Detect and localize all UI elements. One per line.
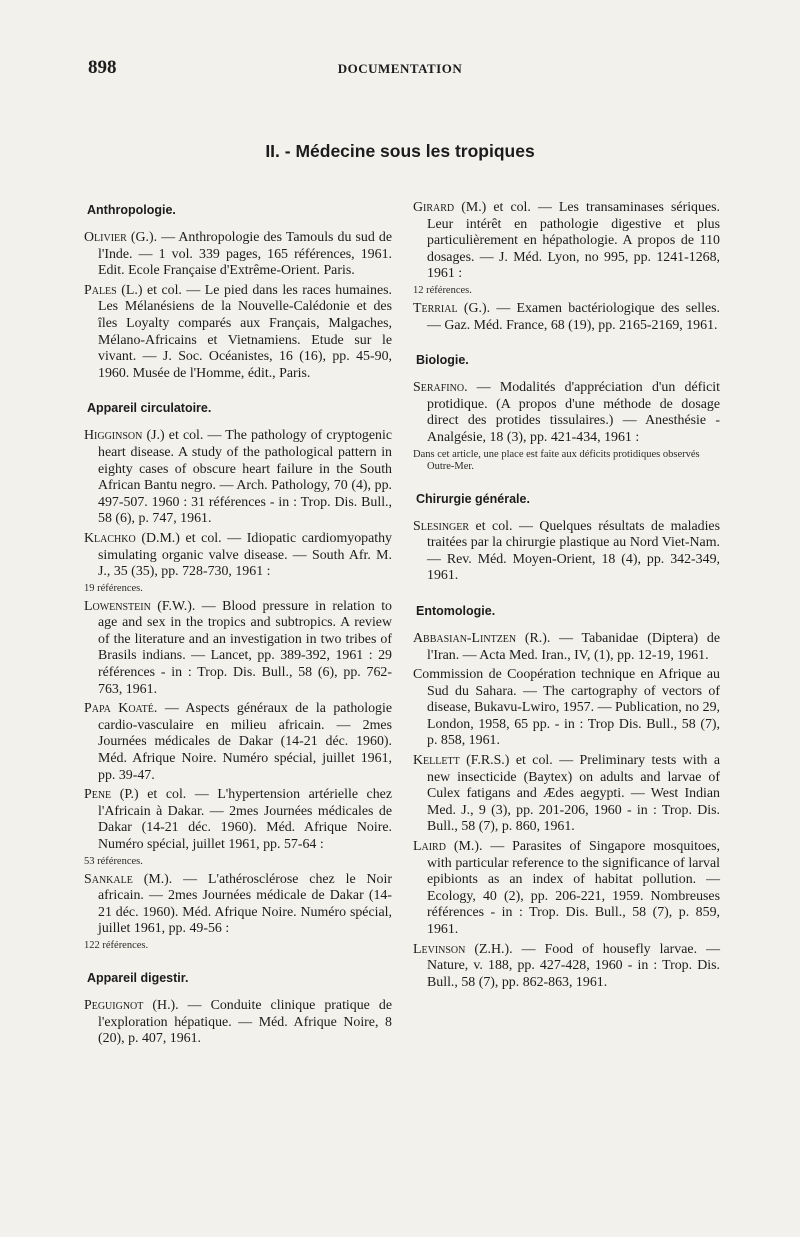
left-column: [84, 200, 392, 1051]
entry-author: Pales: [84, 282, 117, 298]
entry-text: et col. — Quelques résultats de maladies traitées par la chirurgie plastique au Nord Viet-Nam. — Rev. Méd. Moyen-Orient, 18 (4), pp. 342-349, 1961.: [427, 518, 720, 584]
entry-author: Terrial: [413, 300, 458, 316]
entry-text: (M.) et col. — Les transaminases sériques. Leur intérêt en pathologie digestive et plus particulièrement en hépathologie. A propos de 110 dosages. — J. Méd. Lyon, no 995, pp. 1241-1268, 1961 :: [427, 200, 720, 282]
entry-text: . — Modalités d'appréciation d'un déficit protidique. (A propos d'une méthode de dosage direct des protides tissulaires.) — Anesthésie - Analgésie, 18 (3), pp. 421-434, 1961 :: [427, 380, 720, 445]
section-heading: Appareil digestir.: [87, 970, 189, 985]
entry-text: Commission de Coopération technique en Afrique au Sud du Sahara. — The cartography of vectors of disease, Bukavu-Lwiro, 1957. — Publication, no 29, London, 1958, 65 pp. - in : Trop Dis. Bull., 58 (7), p. 858, 1961.: [413, 667, 720, 749]
bibliography-entry: [413, 753, 720, 836]
entry-text: (D.M.) et col. — Idiopatic cardiomyopathy simulating organic valve disease. — South Afr. M. J., 35 (35), pp. 728-730, 1961 :: [98, 530, 392, 580]
entry-note: 122 références.: [84, 939, 149, 951]
entry-author: Abbasian-Lintzen: [413, 630, 517, 646]
entry-author: Peguignot: [84, 997, 144, 1013]
entry-note: 12 références.: [413, 284, 472, 296]
bibliography-entry: [413, 380, 720, 446]
entry-note: 19 références.: [84, 582, 143, 594]
bibliography-entry: [84, 230, 392, 280]
entry-text: (G.). — Examen bactériologique des selles. — Gaz. Méd. France, 68 (19), pp. 2165-2169, 1961.: [427, 300, 720, 333]
section-heading: Anthropologie.: [87, 203, 176, 217]
entry-text: . — Aspects généraux de la pathologie cardio-vasculaire en milieu africain. — 2mes Journées médicales de Dakar (14-21 déc. 1960). Méd. Afrique Noire. Numéro spécial, juillet 1961, pp. 39-47.: [98, 701, 392, 783]
bibliography-entry: [84, 787, 392, 853]
entry-author: Slesinger: [413, 518, 470, 534]
bibliography-entry: [84, 872, 392, 938]
entry-author: Serafino: [413, 380, 465, 396]
entry-author: Papa Koaté: [84, 701, 154, 717]
bibliography-entry: [413, 200, 720, 283]
section-heading: Appareil circulatoire.: [87, 401, 212, 416]
entry-text: (P.) et col. — L'hypertension artérielle chez l'Africain à Dakar. — 2mes Journées médicales de Dakar (14-21 déc. 1960). Méd. Afrique Noire. Numéro spécial, juillet 1961, pp. 57-64 :: [98, 787, 392, 852]
entry-text: (L.) et col. — Le pied dans les races humaines. Les Mélanésiens de la Nouvelle-Calédonie et des îles Loyalty comparés aux Français, Malgaches, Mélano-Africains et Vietnamiens. Etude sur le vivant. — J. Soc. Océanistes, 16 (16), pp. 45-90, 1960. Musée de l'Homme, édit., Paris.: [98, 282, 392, 381]
page-number: 898: [88, 57, 117, 78]
entry-author: Olivier: [84, 230, 127, 245]
entry-text: (M.). — L'athérosclérose chez le Noir africain. — 2mes Journées médicale de Dakar (14-21 déc. 1960). Méd. Afrique Noire. Numéro spécial, juillet 1961, pp. 49-56 :: [98, 871, 392, 937]
bibliography-entry: [84, 599, 392, 699]
section-heading: Biologie.: [416, 353, 469, 368]
section-heading: Entomologie.: [416, 603, 496, 618]
bibliography-entry: [413, 301, 720, 334]
bibliography-entry: [84, 531, 392, 581]
entry-text: (M.). — Parasites of Singapore mosquitoes, with particular reference to the significance of larval epibionts as an index of habitat pollution. — Ecology, 40 (2), pp. 206-221, 1959. Nombreuses références - in : Trop. Dis. Bull., 58 (7), p. 859, 1961.: [427, 839, 720, 937]
bibliography-entry: [413, 519, 720, 585]
section-title: II. - Médecine sous les tropiques: [265, 141, 535, 161]
entry-text: (J.) et col. — The pathology of cryptogenic heart disease. A study of the pathological pattern in eighty cases of obscure heart failure in the South African Bantu negro. — Arch. Pathology, 70 (4), pp. 497-507. 1960 : 31 références - in : Trop. Dis. Bull., 58 (6), p. 747, 1961.: [98, 428, 392, 527]
bibliography-entry: [84, 428, 392, 528]
entry-text: (H.). — Conduite clinique pratique de l'exploration hépatique. — Méd. Afrique Noire, 8 (20), p. 407, 1961.: [98, 997, 392, 1047]
entry-text: (Z.H.). — Food of housefly larvae. — Nature, v. 188, pp. 427-428, 1960 - in : Trop. Dis. Bull., 58 (7), pp. 862-863, 1961.: [427, 941, 720, 990]
entry-author: Pene: [84, 787, 112, 803]
entry-author: Klachko: [84, 530, 136, 546]
bibliography-entry: [84, 701, 392, 784]
bibliography-entry: [413, 631, 720, 664]
entry-note: 53 références.: [84, 855, 143, 867]
running-title: DOCUMENTATION: [337, 61, 463, 76]
right-column: [413, 200, 720, 994]
bibliography-entry: [84, 283, 392, 383]
entry-author: Higginson: [84, 428, 143, 444]
bibliography-entry: [413, 839, 720, 939]
bibliography-entry: [413, 942, 720, 992]
entry-author: Lowenstein: [84, 598, 151, 614]
entry-text: (F.R.S.) et col. — Preliminary tests with a new insecticide (Baytex) on adults and larvae of Culex fatigans and Ædes aegypti. — West Indian Med. J., 9 (3), pp. 201-206, 1960 - in : Trop. Dis. Bull., 58 (7), p. 860, 1961.: [427, 753, 720, 835]
bibliography-entry: [413, 667, 720, 750]
entry-author: Laird: [413, 839, 446, 855]
entry-author: Sankale: [84, 871, 133, 887]
entry-author: Levinson: [413, 941, 466, 957]
entry-text: (G.). — Anthropologie des Tamouls du sud de l'Inde. — 1 vol. 339 pages, 165 références, 1961. Edit. Ecole Française d'Extrême-Orient. Paris.: [98, 230, 392, 279]
bibliography-entry: [84, 998, 392, 1048]
entry-author: Girard: [413, 200, 455, 215]
entry-text: (R.). — Tabanidae (Diptera) de l'Iran. — Acta Med. Iran., IV, (1), pp. 12-19, 1961.: [427, 630, 720, 663]
section-heading: Chirurgie générale.: [416, 491, 530, 506]
entry-note: Dans cet article, une place est faite aux déficits protidiques observés Outre-Mer.: [413, 448, 700, 472]
entry-text: (F.W.). — Blood pressure in relation to age and sex in the tropics and subtropics. A review of the literature and an investigation in two tribes of Brasils indians. — Lancet, pp. 389-392, 1961 : 29 références - in : Trop. Dis. Bull., 58 (6), pp. 762-763, 1961.: [98, 598, 392, 697]
entry-author: Kellett: [413, 753, 460, 769]
